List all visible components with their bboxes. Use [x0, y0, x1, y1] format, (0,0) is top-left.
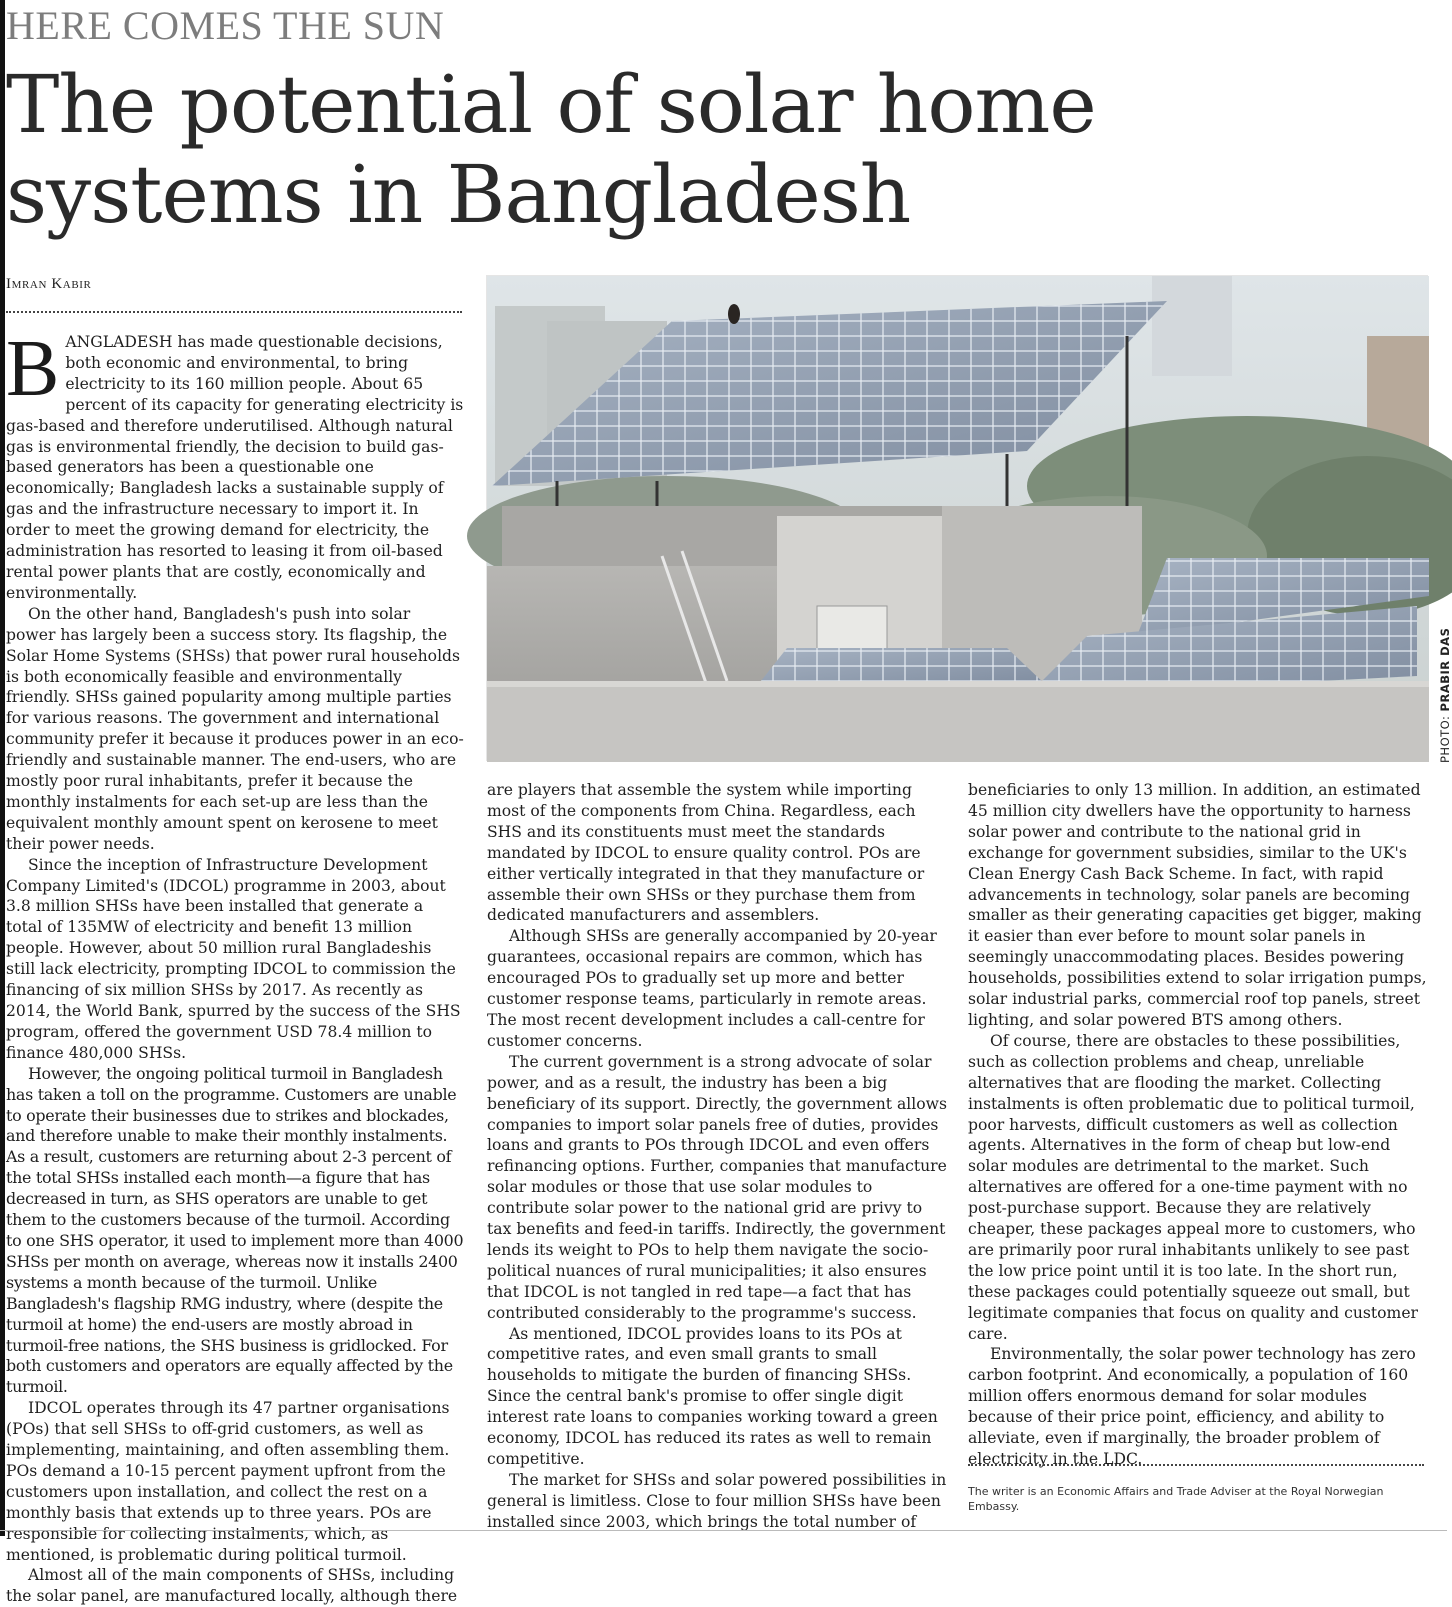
article-paragraph: The current government is a strong advocate of solar power, and as a result, the industry has been a big beneficiary of its support. Directly, the government allows companies to import solar panels free of duties, provides loans and grants to POs through IDCOL and even offers refinancing options. Further, companies that manufacture solar modules or those that use solar modules to contribute solar power to the national grid are privy to tax benefits and feed-in tariffs. Indirectly, the government lends its weight to POs to help them navigate the socio-political nuances of rural municipalities; it also ensures that IDCOL is not tangled in red tape—a fact that has contributed considerably to the programme's success.	[487, 1052, 947, 1322]
article-paragraph: Environmentally, the solar power technology has zero carbon footprint. And economically, a population of 160 million offers enormous demand for solar modules because of their price point, efficiency, and ability to alleviate, even if marginally, the broader problem of electricity in the LDC.	[968, 1345, 1416, 1468]
article-column-2	[487, 780, 947, 1531]
drop-cap: B	[6, 325, 60, 413]
article-paragraph: As mentioned, IDCOL provides loans to its POs at competitive rates, and even small grants to small households to mitigate the burden of financing SHSs. Since the central bank's promise to offer single digit interest rate loans to companies working toward a green economy, IDCOL has reduced its rates as well to remain competitive.	[487, 1324, 938, 1468]
article-column-3	[968, 780, 1428, 1468]
article-paragraph: BANGLADESH has made questionable decisions, both economic and environmental, to bring electricity to its 160 million people. About 65 percent of its capacity for generating electricity is gas-based and therefore underutilised. Although natural gas is environmental friendly, the decision to build gas-based generators has been a questionable one economically; Bangladesh lacks a sustainable supply of gas and the infrastructure necessary to import it. In order to meet the growing demand for electricity, the administration has resorted to leasing it from oil-based rental power plants that are costly, economically and environmentally.	[6, 325, 464, 602]
byline-divider	[6, 311, 462, 313]
article-paragraph: are players that assemble the system while importing most of the components from China. Regardless, each SHS and its constituents must meet the standards mandated by IDCOL to ensure quality control. POs are either vertically integrated in that they manufacture or assemble their own SHSs or they purchase them from dedicated manufacturers and assemblers.	[487, 781, 925, 925]
article-paragraph: On the other hand, Bangladesh's push into solar power has largely been a success story. Its flagship, the Solar Home Systems (SHSs) that power rural households is both economically feasible and environmentally friendly. SHSs gained popularity among multiple parties for various reasons. The government and international community prefer it because it produces power in an eco-friendly and sustainable manner. The end-users, who are mostly poor rural inhabitants, prefer it because the monthly instalments for each set-up are less than the equivalent monthly amount spent on kerosene to meet their power needs.	[6, 604, 464, 853]
article-paragraph: Although SHSs are generally accompanied by 20-year guarantees, occasional repairs are common, which has encouraged POs to gradually set up more and better customer response teams, particularly in remote areas. The most recent development includes a call-centre for customer concerns.	[487, 927, 937, 1050]
article-paragraph: Since the inception of Infrastructure Development Company Limited's (IDCOL) programme in 2003, about 3.8 million SHSs have been installed that generate a total of 135MW of electricity and benefit 13 million people. However, about 50 million rural Bangladeshis still lack electricity, prompting IDCOL to commission the financing of six million SHSs by 2017. As recently as 2014, the World Bank, spurred by the success of the SHS program, offered the government USD 78.4 million to finance 480,000 SHSs.	[6, 855, 461, 1062]
article-paragraph: beneficiaries to only 13 million. In addition, an estimated 45 million city dwellers have the opportunity to harness solar power and contribute to the national grid in exchange for government subsidies, similar to the UK's Clean Energy Cash Back Scheme. In fact, with rapid advancements in technology, solar panels are becoming smaller as their generating capacities get bigger, making it easier than ever before to mount solar panels in seemingly unaccommodating places. Besides powering households, possibilities extend to solar irrigation pumps, solar industrial parks, commercial roof top panels, street lighting, and solar powered BTS among others.	[968, 781, 1427, 1029]
section-kicker: HERE COMES THE SUN	[6, 3, 445, 48]
article-byline: Imran Kabir	[6, 276, 92, 292]
article-paragraph: The market for SHSs and solar powered possibilities in general is limitless. Close to four million SHSs have been installed since 2003, which brings the total number of	[487, 1470, 947, 1531]
article-paragraph: However, the ongoing political turmoil in Bangladesh has taken a toll on the programme. Customers are unable to operate their businesses due to strikes and blockades, and therefore unable to make their monthly instalments. As a result, customers are returning about 2-3 percent of the total SHSs installed each month—a figure that has decreased in turn, as SHS operators are unable to get them to the customers because of the turmoil. According to one SHS operator, it used to implement more than 4000 SHSs per month on average, whereas now it installs 2400 systems a month because of the turmoil. Unlike Bangladesh's flagship RMG industry, where (despite the turmoil at home) the end-users are mostly abroad in turmoil-free nations, the SHS business is gridlocked. For both customers and operators are equally affected by the turmoil.	[6, 1063, 464, 1397]
left-edge-rule	[0, 0, 5, 1536]
article-headline: The potential of solar home systems in Bangladesh	[6, 58, 1096, 241]
writer-divider	[968, 1464, 1424, 1466]
article-paragraph: Of course, there are obstacles to these possibilities, such as collection problems and cheap, unreliable alternatives that are flooding the market. Collecting instalments is often problematic due to political turmoil, poor harvests, difficult customers as well as collection agents. Alternatives in the form of cheap but low-end solar modules are detrimental to the market. Such alternatives are offered for a one-time payment with no post-purchase support. Because they are relatively cheaper, these packages appeal more to customers, who are primarily poor rural inhabitants unlikely to see past the low price point until it is too late. In the short run, these packages could potentially squeeze out small, but legitimate companies that focus on quality and customer care.	[968, 1031, 1419, 1343]
bottom-rule	[0, 1530, 1447, 1531]
writer-note: The writer is an Economic Affairs and Trade Adviser at the Royal Norwegian Embassy.	[968, 1485, 1384, 1513]
article-column-1	[6, 325, 464, 1606]
article-paragraph: Almost all of the main components of SHSs, including the solar panel, are manufactured locally, although there	[6, 1566, 458, 1606]
photo-credit: PHOTO: PRABIR DAS	[1438, 627, 1452, 763]
article-paragraph: IDCOL operates through its 47 partner organisations (POs) that sell SHSs to off-grid customers, as well as implementing, maintaining, and often assembling them. POs demand a 10-15 percent payment upfront from the customers upon installation, and collect the rest on a monthly basis that extends up to three years. POs are responsible for collecting instalments, which, as mentioned, is problematic during political turmoil.	[6, 1399, 450, 1564]
rooftop-solar-panels-photo	[486, 275, 1428, 761]
